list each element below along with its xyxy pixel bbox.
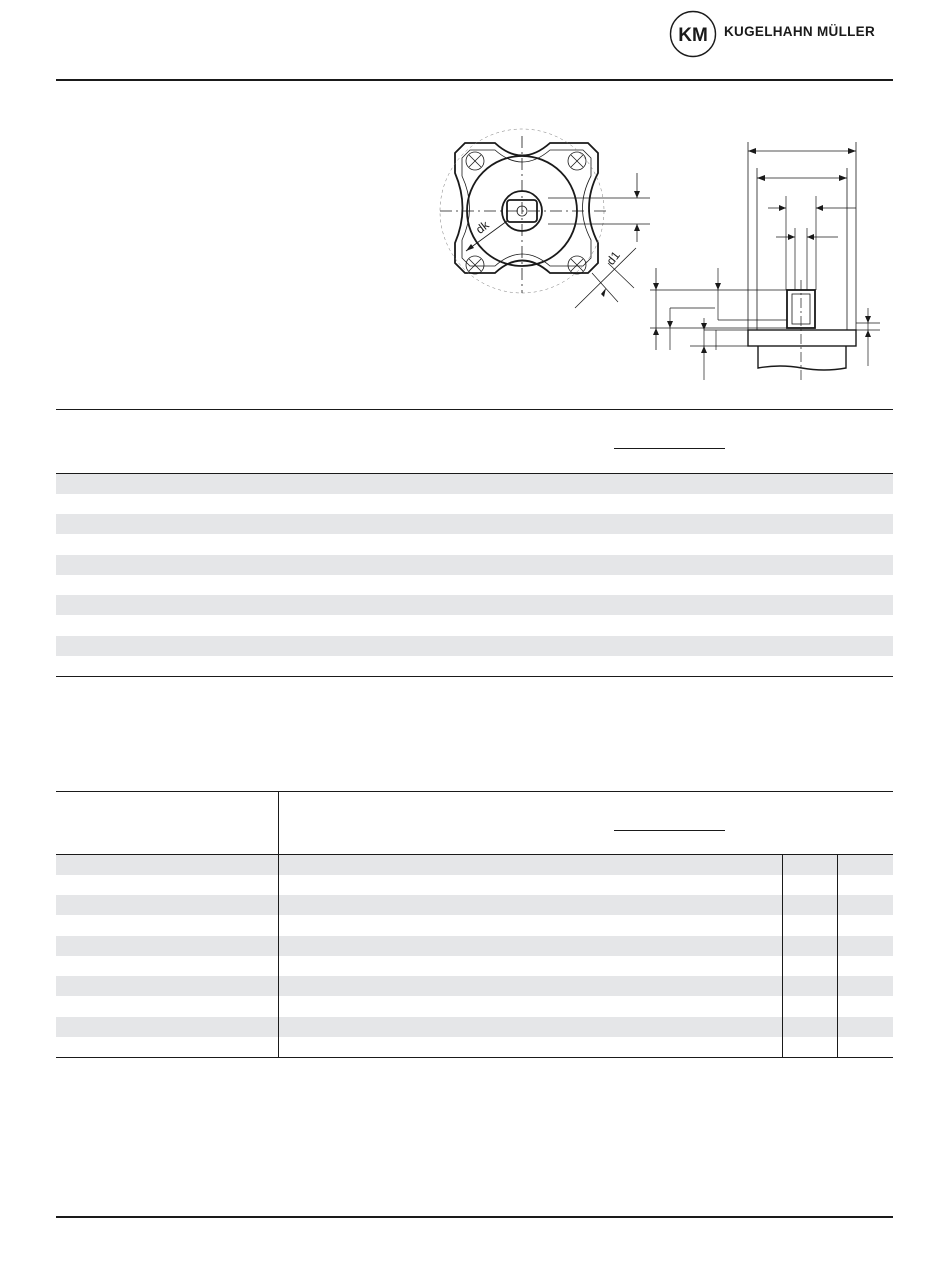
table-row bbox=[56, 936, 893, 956]
label-dk: dk bbox=[473, 217, 492, 237]
table-row bbox=[56, 474, 893, 494]
svg-text:KM: KM bbox=[678, 25, 708, 46]
table-2-col-divider bbox=[782, 854, 783, 1057]
front-view bbox=[440, 129, 650, 308]
table-row bbox=[56, 555, 893, 575]
header-rule bbox=[56, 79, 893, 81]
table-row bbox=[56, 976, 893, 996]
table-2-header-underline bbox=[614, 830, 725, 831]
table-row bbox=[56, 595, 893, 615]
table-1-bottom-rule bbox=[56, 676, 893, 677]
table-1-top-rule bbox=[56, 409, 893, 410]
table-row bbox=[56, 1017, 893, 1037]
table-row bbox=[56, 895, 893, 915]
table-2-col-divider bbox=[278, 791, 279, 1057]
table-2-bottom-rule bbox=[56, 1057, 893, 1058]
label-d1: d1 bbox=[603, 248, 623, 268]
table-2-top-rule bbox=[56, 791, 893, 792]
brand-name: KUGELHAHN MÜLLER bbox=[724, 24, 876, 39]
technical-drawing bbox=[420, 118, 890, 388]
table-row bbox=[56, 636, 893, 656]
table-1-header-underline bbox=[614, 448, 725, 449]
footer-rule bbox=[56, 1216, 893, 1218]
table-row bbox=[56, 514, 893, 534]
side-view bbox=[650, 142, 880, 380]
table-2-col-divider bbox=[837, 854, 838, 1057]
table-row bbox=[56, 855, 893, 875]
km-logo-icon bbox=[669, 10, 717, 58]
